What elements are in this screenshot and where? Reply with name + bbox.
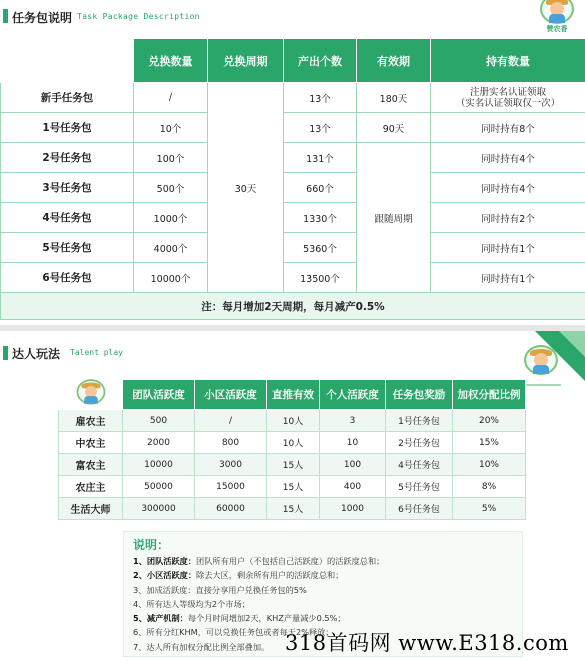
area-activity: 3000 (195, 454, 267, 476)
package-hold: 同时持有4个 (431, 143, 585, 173)
package-output: 660个 (284, 173, 357, 203)
package-hold (431, 83, 585, 113)
package-output: 13500个 (284, 263, 357, 293)
level-name: 农庄主 (59, 476, 123, 498)
note-line (133, 583, 384, 597)
header-output: 产出个数 (284, 39, 357, 83)
header-direct-valid: 直推有效 (267, 380, 320, 410)
table-footnote-row (1, 293, 585, 320)
package-hold: 同时持有4个 (431, 173, 585, 203)
package-name: 1号任务包 (1, 113, 134, 143)
task-package-slide (0, 0, 585, 325)
note-line (133, 597, 384, 611)
section-header (0, 2, 585, 30)
expert-level-table (58, 379, 526, 520)
package-reward: 5号任务包 (386, 476, 453, 498)
hold-line-2: （实名认证领取仅一次） (455, 97, 561, 109)
section-subtitle: Task Package Description (77, 12, 200, 21)
table-row (1, 203, 585, 233)
package-qty: 100个 (134, 143, 208, 173)
note-bold: 2、小区活跃度： (133, 570, 197, 581)
level-name: 中农主 (59, 432, 123, 454)
team-activity: 2000 (123, 432, 195, 454)
note-text: 6、所有分红KHM，可以兑换任务包或者每天2%释放； (133, 627, 334, 638)
package-output: 13个 (284, 83, 357, 113)
package-name: 3号任务包 (1, 173, 134, 203)
package-reward: 4号任务包 (386, 454, 453, 476)
direct-valid: 10人 (267, 432, 320, 454)
header-validity: 有效期 (357, 39, 431, 83)
note-bold: 1、团队活跃度： (133, 556, 197, 566)
table-row (59, 476, 526, 498)
note-line (133, 611, 384, 625)
personal-activity: 100 (320, 454, 386, 476)
direct-valid: 15人 (267, 498, 320, 520)
header-exchange-qty: 兑换数量 (134, 39, 208, 83)
header-personal-activity: 个人活跃度 (320, 380, 386, 410)
package-name: 6号任务包 (1, 263, 134, 293)
package-qty: 500个 (134, 173, 208, 203)
table-row (1, 83, 585, 113)
team-activity: 500 (123, 410, 195, 432)
header-hold: 持有数量 (431, 39, 585, 83)
weight-ratio: 8% (453, 476, 526, 498)
package-hold: 同时持有8个 (431, 113, 585, 143)
header-corner (1, 39, 134, 83)
farmer-logo-icon (521, 345, 561, 387)
level-name: 生活大师 (59, 498, 123, 520)
table-row (1, 233, 585, 263)
note-text: 每个月时间增加2天，KHZ产量减少0.5%； (187, 613, 346, 624)
table-header-row (1, 39, 585, 83)
package-name: 4号任务包 (1, 203, 134, 233)
package-name: 新手任务包 (1, 83, 134, 113)
section-title: 任务包说明 (12, 11, 73, 25)
section-subtitle: Talent play (70, 348, 123, 357)
table-row (1, 263, 585, 293)
header-weight-ratio: 加权分配比例 (453, 380, 526, 410)
note-line (133, 568, 384, 582)
package-hold: 同时持有2个 (431, 203, 585, 233)
note-text: 团队所有用户（不包括自己活跃度）的活跃度总和； (196, 556, 385, 566)
package-name: 5号任务包 (1, 233, 134, 263)
table-row (59, 454, 526, 476)
header-package-reward: 任务包奖励 (386, 380, 453, 410)
direct-valid: 15人 (267, 454, 320, 476)
note-line (133, 554, 384, 568)
table-header-row (59, 380, 526, 410)
table-row (1, 173, 585, 203)
package-qty: / (134, 83, 208, 113)
package-reward: 1号任务包 (386, 410, 453, 432)
team-activity: 50000 (123, 476, 195, 498)
area-activity: 15000 (195, 476, 267, 498)
weight-ratio: 5% (453, 498, 526, 520)
weight-ratio: 15% (453, 432, 526, 454)
header-logo-cell (59, 380, 123, 410)
personal-activity: 1000 (320, 498, 386, 520)
package-qty: 1000个 (134, 203, 208, 233)
level-name: 雇农主 (59, 410, 123, 432)
personal-activity: 10 (320, 432, 386, 454)
weight-ratio: 10% (453, 454, 526, 476)
level-name: 富农主 (59, 454, 123, 476)
table-row (1, 143, 585, 173)
corner-decoration-inner (559, 331, 585, 357)
package-reward: 6号任务包 (386, 498, 453, 520)
table-row (59, 410, 526, 432)
header-team-activity: 团队活跃度 (123, 380, 195, 410)
note-text: 3、加成活跃度：直接分享用户兑换任务包的5% (133, 584, 307, 595)
logo-text: 赞农香 (546, 25, 568, 33)
table-row (59, 498, 526, 520)
weight-ratio: 20% (453, 410, 526, 432)
package-valid: 90天 (357, 113, 431, 143)
area-activity: / (195, 410, 267, 432)
area-activity: 800 (195, 432, 267, 454)
package-hold: 同时持有1个 (431, 233, 585, 263)
table-row (59, 432, 526, 454)
package-name: 2号任务包 (1, 143, 134, 173)
package-output: 1330个 (284, 203, 357, 233)
package-output: 5360个 (284, 233, 357, 263)
section-title: 达人玩法 (12, 347, 61, 361)
package-valid-merged: 跟随周期 (357, 143, 431, 293)
header-exchange-cycle: 兑换周期 (208, 39, 284, 83)
header-area-activity: 小区活跃度 (195, 380, 267, 410)
accent-bar (3, 346, 8, 360)
direct-valid: 15人 (267, 476, 320, 498)
direct-valid: 10人 (267, 410, 320, 432)
package-hold: 同时持有1个 (431, 263, 585, 293)
package-reward: 2号任务包 (386, 432, 453, 454)
note-bold: 5、减产机制： (133, 613, 188, 624)
farmer-logo-icon (74, 379, 108, 415)
accent-bar (3, 9, 8, 23)
package-cycle: 30天 (208, 83, 284, 293)
team-activity: 300000 (123, 498, 195, 520)
note-text: 除去大区，剩余所有用户的活跃度总和； (196, 570, 344, 581)
personal-activity: 3 (320, 410, 386, 432)
package-qty: 10000个 (134, 263, 208, 293)
package-output: 131个 (284, 143, 357, 173)
area-activity: 60000 (195, 498, 267, 520)
expert-slide (0, 331, 585, 662)
note-text: 7、达人所有加权分配比例全部叠加。 (133, 641, 270, 652)
table-row (1, 113, 585, 143)
notes-title: 说明： (133, 538, 170, 552)
package-output: 13个 (284, 113, 357, 143)
package-qty: 4000个 (134, 233, 208, 263)
farmer-logo-icon (537, 0, 577, 36)
note-text: 4、所有达人等级均为2个市场； (133, 598, 250, 609)
package-valid: 180天 (357, 83, 431, 113)
hold-line-1: 注册实名认证领取 (469, 86, 546, 98)
watermark: 318首码网 www.E318.com (285, 631, 569, 655)
personal-activity: 400 (320, 476, 386, 498)
table-footnote: 注：每月增加2天周期，每月减产0.5% (1, 293, 585, 320)
task-package-table (0, 38, 585, 320)
package-qty: 10个 (134, 113, 208, 143)
team-activity: 10000 (123, 454, 195, 476)
